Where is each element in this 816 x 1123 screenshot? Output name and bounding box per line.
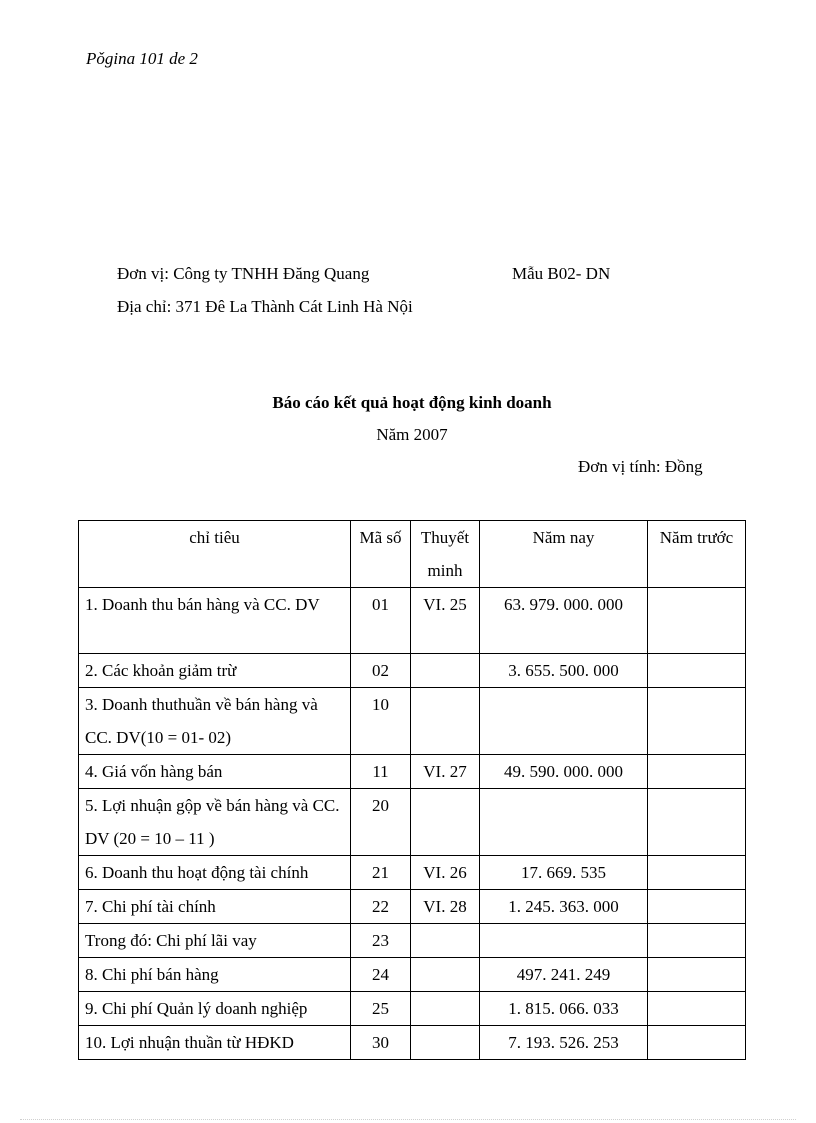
row-previous	[648, 958, 746, 992]
row-code: 01	[351, 588, 411, 654]
row-previous	[648, 588, 746, 654]
row-code: 11	[351, 755, 411, 789]
table-row	[79, 789, 746, 856]
header-current: Năm nay	[480, 521, 648, 588]
row-item: 6. Doanh thu hoạt động tài chính	[79, 856, 351, 890]
header-item: chỉ tiêu	[79, 521, 351, 588]
row-item: 3. Doanh thuthuần về bán hàng và CC. DV(10 = 01- 02)	[79, 688, 351, 755]
table-row	[79, 1026, 746, 1060]
row-note	[411, 1026, 480, 1060]
row-item: 10. Lợi nhuận thuần từ HĐKD	[79, 1026, 351, 1060]
row-code: 25	[351, 992, 411, 1026]
row-note: VI. 28	[411, 890, 480, 924]
report-title: Báo cáo kết quả hoạt động kinh doanh	[272, 393, 552, 412]
row-current	[480, 789, 648, 856]
row-item: 1. Doanh thu bán hàng và CC. DV	[79, 588, 351, 654]
row-previous	[648, 755, 746, 789]
row-previous	[648, 992, 746, 1026]
row-previous	[648, 789, 746, 856]
row-previous	[648, 890, 746, 924]
row-previous	[648, 654, 746, 688]
row-code: 20	[351, 789, 411, 856]
currency-unit: Đơn vị tính: Đồng	[578, 457, 703, 476]
header-code: Mã số	[351, 521, 411, 588]
row-code: 21	[351, 856, 411, 890]
header-row	[79, 521, 746, 588]
table-row	[79, 755, 746, 789]
table-row	[79, 992, 746, 1026]
row-code: 10	[351, 688, 411, 755]
table-row	[79, 958, 746, 992]
header-previous: Năm trước	[648, 521, 746, 588]
row-item: 2. Các khoản giảm trừ	[79, 654, 351, 688]
row-note: VI. 27	[411, 755, 480, 789]
report-year: Năm 2007	[376, 425, 448, 444]
row-item: 4. Giá vốn hàng bán	[79, 755, 351, 789]
table-row	[79, 654, 746, 688]
table-row	[79, 924, 746, 958]
form-code: Mẫu B02- DN	[512, 264, 611, 283]
row-item: 7. Chi phí tài chính	[79, 890, 351, 924]
row-current: 49. 590. 000. 000	[480, 755, 648, 789]
row-current: 17. 669. 535	[480, 856, 648, 890]
row-item: 5. Lợi nhuận gộp về bán hàng và CC. DV (20 = 10 – 11 )	[79, 789, 351, 856]
report-table	[78, 520, 746, 1060]
row-code: 22	[351, 890, 411, 924]
row-note: VI. 26	[411, 856, 480, 890]
table-row	[79, 688, 746, 755]
row-previous	[648, 688, 746, 755]
row-current: 7. 193. 526. 253	[480, 1026, 648, 1060]
row-note	[411, 789, 480, 856]
row-current: 497. 241. 249	[480, 958, 648, 992]
table-row	[79, 588, 746, 654]
org-address: Địa chỉ: 371 Đê La Thành Cát Linh Hà Nội	[117, 297, 413, 316]
row-code: 30	[351, 1026, 411, 1060]
row-code: 23	[351, 924, 411, 958]
row-note	[411, 688, 480, 755]
row-item: 9. Chi phí Quản lý doanh nghiệp	[79, 992, 351, 1026]
row-code: 02	[351, 654, 411, 688]
table-row	[79, 856, 746, 890]
page-header: Pǒgina 101 de 2	[86, 49, 198, 68]
row-item: Trong đó: Chi phí lãi vay	[79, 924, 351, 958]
row-note	[411, 958, 480, 992]
row-previous	[648, 924, 746, 958]
row-current: 3. 655. 500. 000	[480, 654, 648, 688]
row-note	[411, 924, 480, 958]
org-unit: Đơn vị: Công ty TNHH Đăng Quang	[117, 264, 370, 283]
row-previous	[648, 856, 746, 890]
row-current	[480, 688, 648, 755]
row-code: 24	[351, 958, 411, 992]
row-item: 8. Chi phí bán hàng	[79, 958, 351, 992]
row-current: 1. 245. 363. 000	[480, 890, 648, 924]
row-current: 1. 815. 066. 033	[480, 992, 648, 1026]
row-previous	[648, 1026, 746, 1060]
row-current: 63. 979. 000. 000	[480, 588, 648, 654]
table-row	[79, 890, 746, 924]
row-note	[411, 992, 480, 1026]
header-note: Thuyết minh	[411, 521, 480, 588]
page-divider	[20, 1119, 796, 1120]
row-note: VI. 25	[411, 588, 480, 654]
row-note	[411, 654, 480, 688]
row-current	[480, 924, 648, 958]
